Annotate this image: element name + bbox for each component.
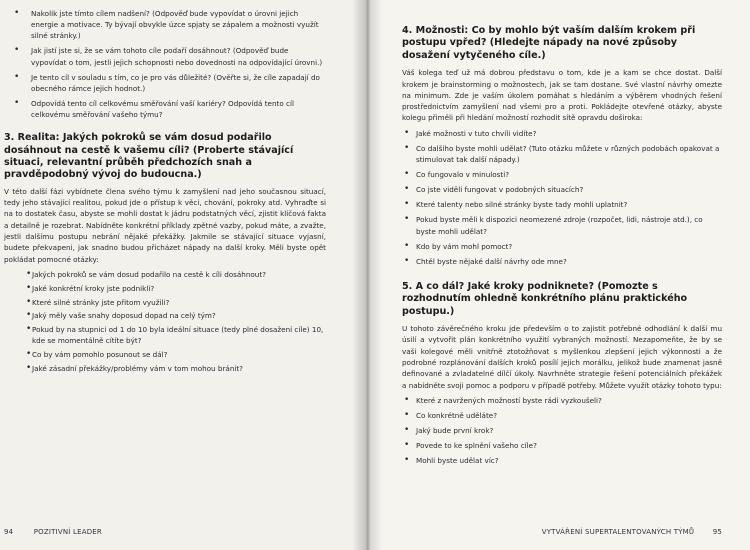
- section-heading-options: 4. Možnosti: Co by mohlo být vaším dalším krokem při postupu vpřed? (Hledejte nápady na nové způsoby dosažení vytyčeného cíle.): [402, 25, 696, 61]
- list-item: • Chtěl byste nějaké další návrhy ode mne?: [404, 255, 567, 266]
- bullet-icon: •: [404, 394, 410, 405]
- list-item: • Jaké konkrétní kroky jste podnikli?: [26, 282, 155, 293]
- bullet-icon: •: [26, 324, 32, 335]
- list-item: • Jak jistí jste si, že se vám tohoto cíle podaří dosáhnout? (Odpověď bude vypovídat o tom, jestli jejich schopnosti nebo dovednosti na odpovídající úrovni.): [14, 45, 323, 67]
- bullet-icon: •: [26, 362, 32, 373]
- bullet-icon: •: [404, 184, 410, 195]
- bullet-icon: •: [404, 199, 410, 210]
- section-paragraph-next-steps: U tohoto závěrečného kroku jde především o to zajistit potřebné odhodlání k další mu úsilí a vytvořit plán konkrétního využití vybraných možností. Nezapomeňte, že by se vaši kolegové měli vnitřně ztotožňovat s myšlenkou zlepšení jejich výkonnosti a že podrobné rozplánování dalších kroků posílí jejich morálku, jelikož bude znamenat jasně definované a zvladatelné dílčí úkoly. Navrhněte strategie řešení potenciálních překážek a nabídněte svoji pomoc a podporu v případě potřeby. Můžete využít otázky tohoto typu:: [402, 324, 722, 390]
- bullet-icon: •: [404, 255, 410, 266]
- list-item: • Je tento cíl v souladu s tím, co je pro vás důležité? (Ověřte si, že cíle zapadají do obecného rámce jejich hodnot.): [14, 71, 320, 93]
- bullet-icon: •: [14, 8, 20, 18]
- bullet-icon: •: [404, 410, 410, 421]
- list-item: • Jaký bude první krok?: [404, 425, 494, 436]
- bullet-icon: •: [26, 296, 32, 307]
- bullet-icon: •: [14, 71, 20, 82]
- list-item: • Pokud byste měli k dispozici neomezené zdroje (rozpočet, lidi, nástroje atd.), co byste mohli udělat?: [404, 214, 703, 236]
- list-item: • Kdo by vám mohl pomoct?: [404, 240, 513, 251]
- list-item: • Které z navržených možností byste rádi vyzkoušeli?: [404, 394, 602, 405]
- bullet-icon: •: [26, 268, 32, 279]
- list-item: • Povede to ke splnění vašeho cíle?: [404, 440, 537, 451]
- bullet-icon: •: [404, 127, 410, 138]
- bullet-icon: •: [404, 240, 410, 251]
- bullet-icon: •: [26, 349, 32, 360]
- list-item: • Co jste viděli fungovat v podobných situacích?: [404, 184, 584, 195]
- section-heading-next-steps: 5. A co dál? Jaké kroky podniknete? (Pomozte s rozhodnutím ohledně konkrétního plánu praktického postupu.): [402, 280, 688, 317]
- list-item: • Jaké možnosti v tuto chvíli vidíte?: [404, 127, 537, 138]
- list-item: • Které silné stránky jste přitom využili?: [26, 296, 170, 307]
- bullet-icon: •: [404, 169, 410, 180]
- left-page-content: [4, 0, 326, 377]
- list-item: • Co fungovalo v minulosti?: [404, 169, 510, 180]
- right-page: [366, 0, 750, 550]
- bullet-icon: •: [26, 310, 32, 321]
- section-paragraph-options: Váš kolega teď už má dobrou představu o tom, kde je a kam se chce dostat. Další krokem je brainstorming o možnostech, jak se tam dostane. Své vlastní návrhy omezte na minimum. Zde je vaším úkolem pomáhat s hledáním a výběrem vhodných řešení prostřednictvím zamyšlení nad všemi pro a proti. Pokládejte otevřené otázky, abyste kolegu přiměli při hledání možností rozhodit sítě opravdu doširoka:: [402, 68, 722, 123]
- list-item: • Co konkrétně uděláte?: [404, 410, 498, 421]
- list-item: • Jakých pokroků se vám dosud podařilo na cestě k cíli dosáhnout?: [26, 268, 266, 279]
- list-item: • Které talenty nebo silné stránky byste tady mohli uplatnit?: [404, 199, 628, 210]
- question-list-reality: [4, 269, 326, 374]
- list-item: • Odpovídá tento cíl celkovému směřování vaší kariéry? Odpovídá tento cíl celkovému směřování vašeho týmu?: [14, 97, 294, 120]
- list-item: • Co by vám pomohlo posunout se dál?: [26, 349, 168, 360]
- page-number: 95: [712, 528, 722, 536]
- left-page: [0, 0, 366, 550]
- bullet-icon: •: [404, 142, 410, 153]
- bullet-icon: •: [26, 282, 32, 293]
- book-gutter-shadow: [352, 0, 382, 550]
- list-item: • Nakolik jste tímto cílem nadšení? (Odpověď bude vypovídat o úrovni jejich energie a motivace. Ty bývají obvykle úzce spjaty se zápalem a možnosti využít silné stránky.): [14, 8, 319, 41]
- bullet-icon: •: [14, 45, 20, 56]
- page-number: 94: [4, 528, 14, 536]
- bullet-icon: •: [404, 440, 410, 451]
- question-list-next-steps: [402, 395, 722, 467]
- question-list-options: [402, 128, 722, 267]
- list-item: • Mohli byste udělat víc?: [404, 455, 499, 466]
- list-item: • Pokud by na stupnici od 1 do 10 byla ideální situace (tedy plné dosažení cíle) 10, kde se momentálně cítíte být?: [26, 324, 324, 346]
- section-paragraph-reality: V této další fázi vybídnete člena svého týmu k zamyšlení nad jeho současnou situací, tedy jeho stávající realitou, pokud jde o přístup k věci, chování, pokroky atd. Vyhraďte si na to dostatek času, abyste se mohli dostat k jádru podstatných věcí, zjistit klíčová fakta a detailně je rozebrat. Nabídněte konkrétní příklady zpětné vazby, pokud máte, a zvažte, jestli dalšímu postupu nebrání nějaké překážky. Jakmile se stávající situace vyjasní, budete překvapeni, jak snadno budou přicházet nápady na další kroky. Měli byste opět pokládat pomocné otázky:: [4, 186, 326, 264]
- right-page-content: [402, 25, 722, 470]
- bullet-icon: •: [404, 425, 410, 436]
- bullet-icon: •: [404, 214, 410, 225]
- section-heading-reality: 3. Realita: Jakých pokroků se vám dosud podařilo dosáhnout na cestě k vašemu cíli? (Proberte stávající situaci, relevantní průběh předchozích snah a pravděpodobný vývoj do budoucna.): [4, 132, 294, 181]
- list-item: • Jaké zásadní překážky/problémy vám v tom mohou bránit?: [26, 362, 243, 373]
- running-title: VYTVÁŘENÍ SUPERTALENTOVANÝCH TÝMŮ: [541, 528, 695, 536]
- question-list-motivation: [4, 0, 326, 120]
- bullet-icon: •: [404, 455, 410, 466]
- list-item: • Jaký měly vaše snahy doposud dopad na celý tým?: [26, 310, 216, 321]
- left-page-footer: [4, 528, 102, 536]
- running-title: POZITIVNÍ LEADER: [33, 528, 102, 536]
- bullet-icon: •: [14, 97, 20, 108]
- list-item: • Co dalšího byste mohli udělat? (Tuto otázku můžete v různých podobách opakovat a stimulovat tak další nápady.): [404, 142, 720, 164]
- right-page-footer: [542, 528, 722, 536]
